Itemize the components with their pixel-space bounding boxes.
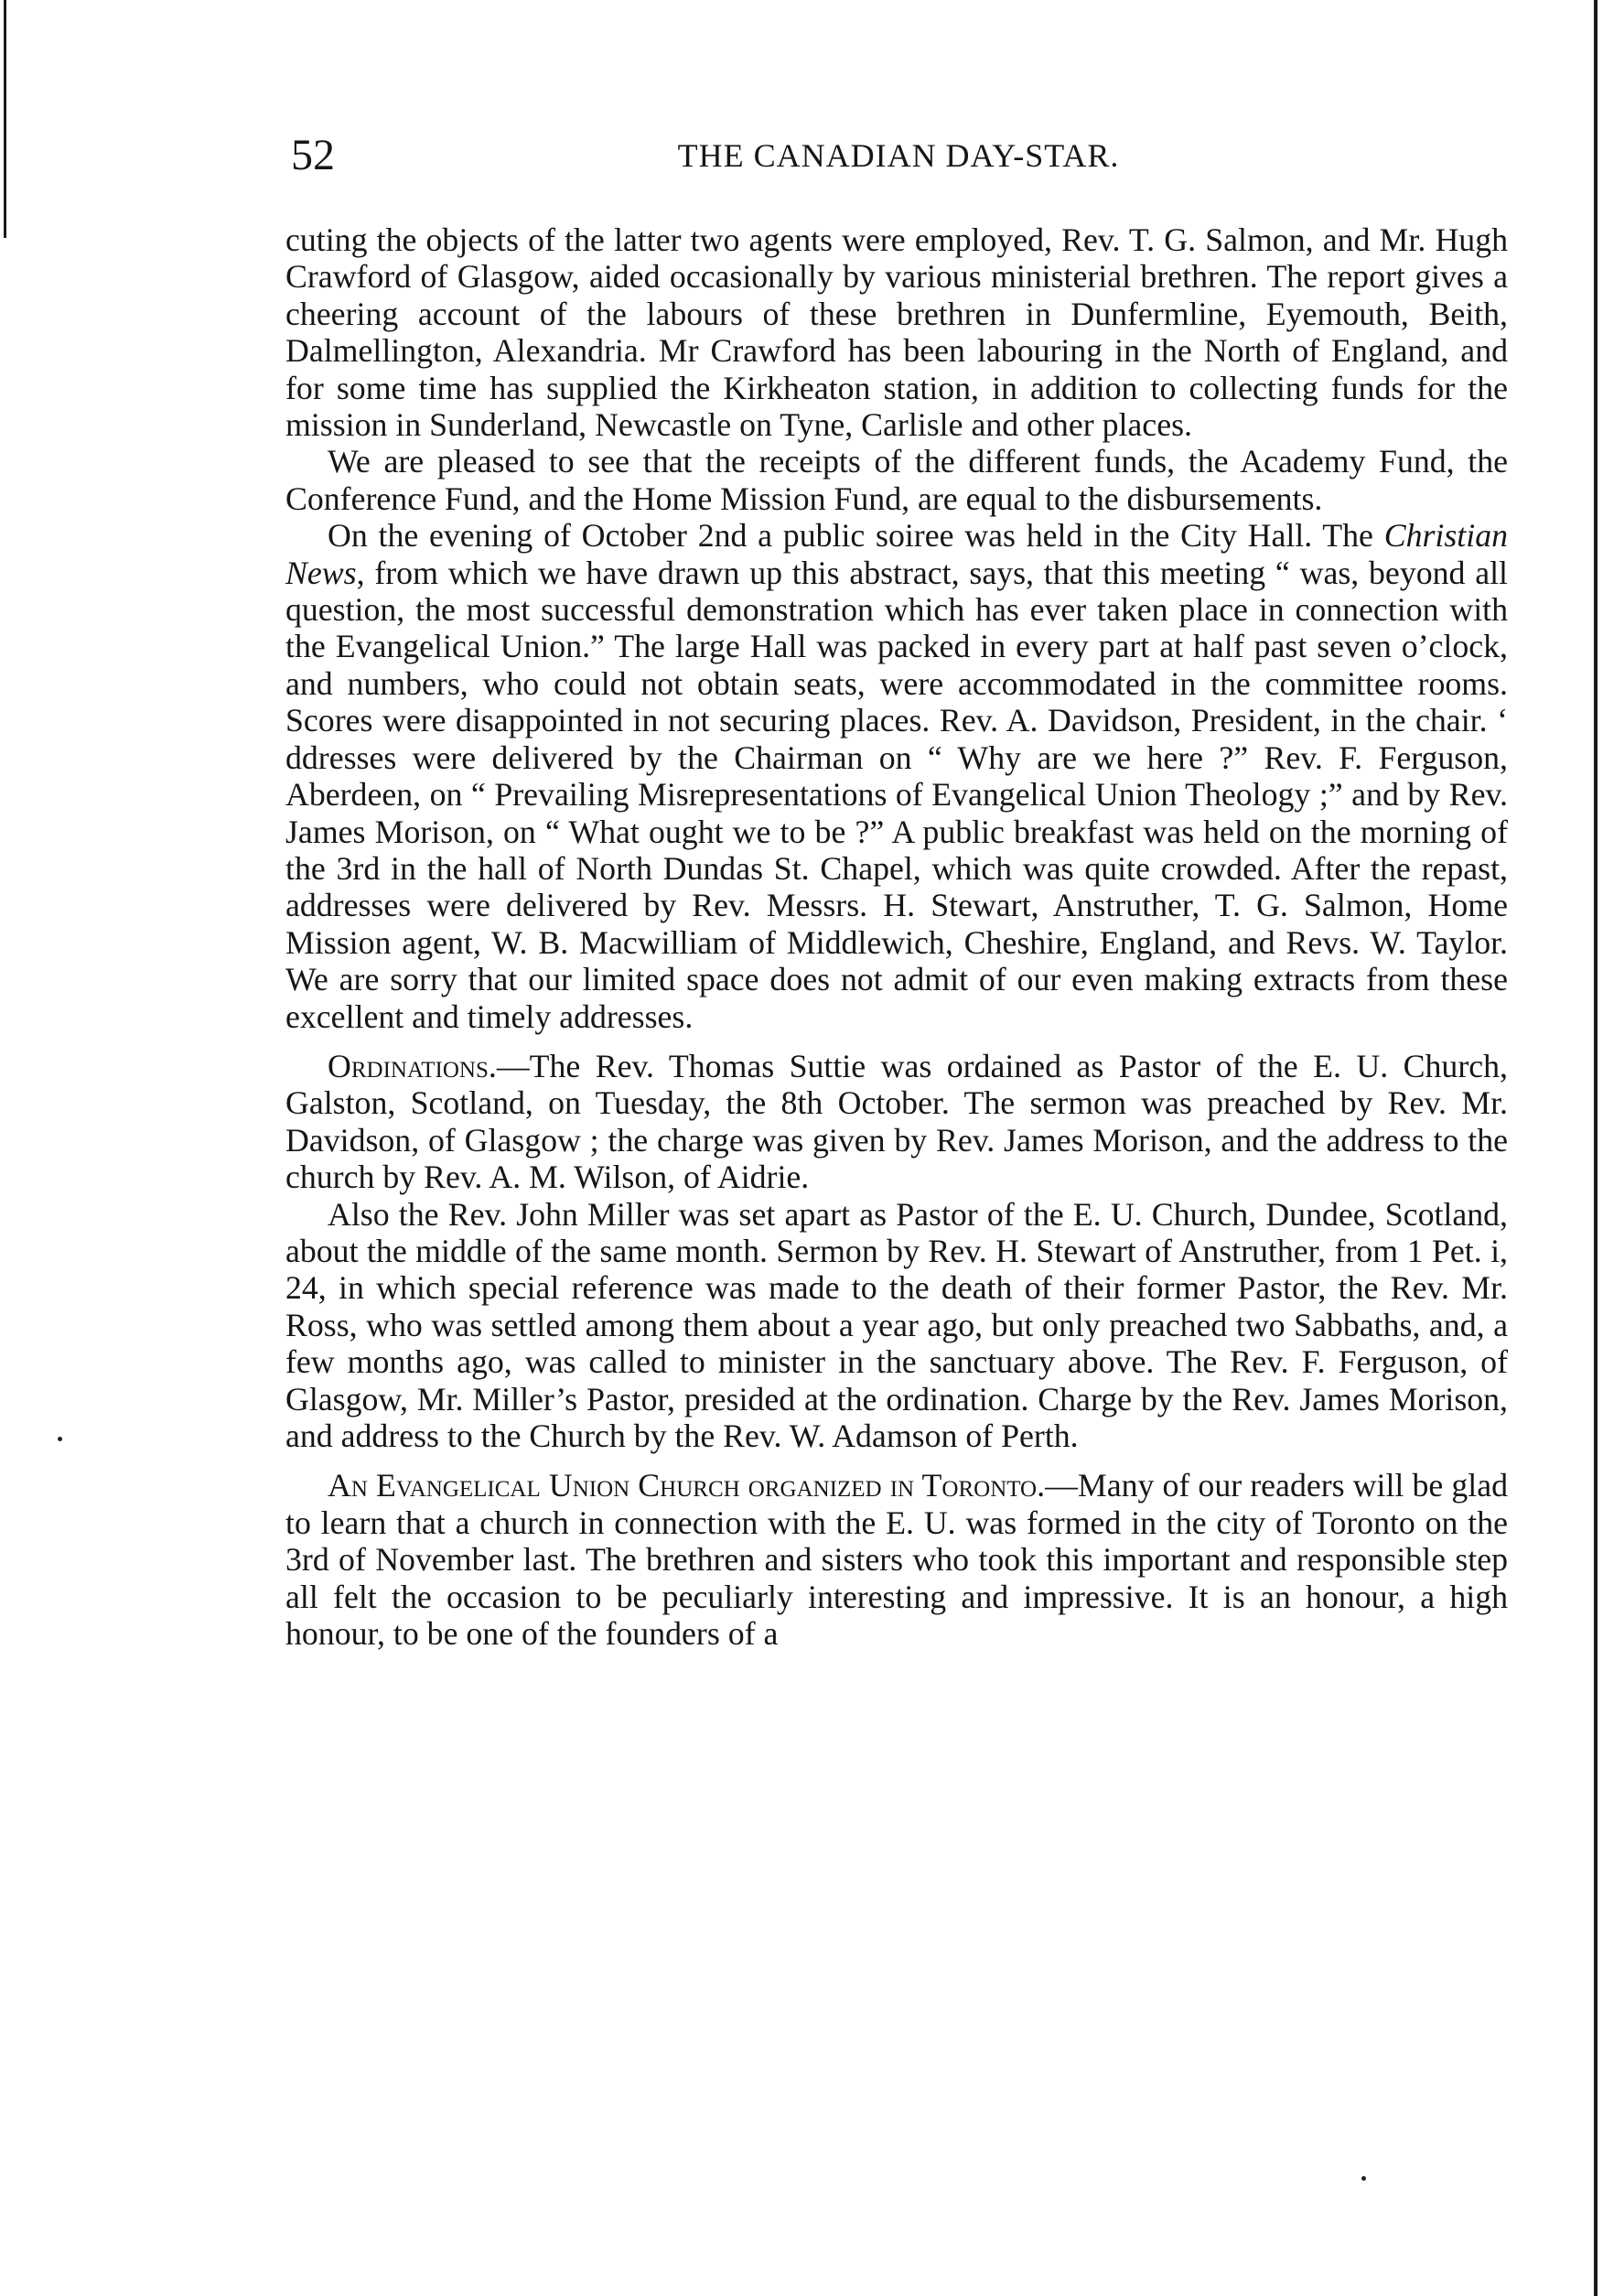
- running-title: THE CANADIAN DAY-STAR.: [677, 137, 1120, 174]
- paragraph-text: —Many of our readers will be glad to learn that a church in connection with the E. U. was formed in the city of Toronto on the 3rd of November last. The brethren and sisters who took this important and responsible step all felt the occasion to be peculiarly interesting and impressive. It is an honour, a high honour, to be one of the founders of a: [285, 1467, 1508, 1653]
- paragraph: [285, 1048, 1508, 1196]
- section-heading: An Evangelical Union Church organized in Toronto.: [328, 1467, 1046, 1504]
- paragraph: Also the Rev. John Miller was set apart as Pastor of the E. U. Church, Dundee, Scotland, about the middle of the same month. Sermon by Rev. H. Stewart of Anstruther, from 1 Pet. i, 24, in which special reference was made to the death of their former Pastor, the Rev. Mr. Ross, who was settled among them about a year ago, but only preached two Sabbaths, and, a few months ago, was called to minister in the sanctuary above. The Rev. F. Ferguson, of Glasgow, Mr. Miller’s Pastor, presided at the ordination. Charge by the Rev. James Morison, and address to the Church by the Rev. W. Adamson of Perth.: [285, 1195, 1508, 1454]
- scan-edge-right: [1594, 0, 1598, 2296]
- page-header: [291, 128, 1506, 183]
- paragraph-text: —The Rev. Thomas Suttie was ordained as Pastor of the E. U. Church, Galston, Scotland, on Tuesday, the 8th October. The sermon was preached by Rev. Mr. Davidson, of Glasgow ; the charge was given by Rev. James Morison, and the address to the church by Rev. A. M. Wilson, of Aidrie.: [285, 1047, 1508, 1196]
- scan-speck: [58, 1437, 62, 1441]
- paragraph: We are pleased to see that the receipts of the different funds, the Academy Fund, the Conference Fund, and the Home Mission Fund, are equal to the disbursements.: [285, 443, 1508, 517]
- paragraph: [285, 517, 1508, 1035]
- article-body: [285, 221, 1508, 1652]
- scan-edge-left: [4, 0, 6, 238]
- scan-speck: [1361, 2176, 1366, 2181]
- page-number: 52: [291, 131, 335, 179]
- paragraph: cuting the objects of the latter two agents were employed, Rev. T. G. Salmon, and Mr. Hugh Crawford of Glasgow, aided occasionally by various ministerial brethren. The report gives a cheering account of the labours of these brethren in Dunfermline, Eyemouth, Beith, Dalmellington, Alexandria. Mr Crawford has been labouring in the North of England, and for some time has supplied the Kirkheaton station, in addition to collecting funds for the mission in Sunderland, Newcastle on Tyne, Carlisle and other places.: [285, 221, 1508, 444]
- paragraph-text: , from which we have drawn up this abstract, says, that this meeting “ was, beyond all question, the most successful demonstration which has ever taken place in connection with the Evangelical Union.” The large Hall was packed in every part at half past seven o’clock, and numbers, who could not obtain seats, were accommodated in the committee rooms. Scores were disappointed in not securing places. Rev. A. Davidson, President, in the chair. ‘ ddresses were delivered by the Chairman on “ Why are we here ?” Rev. F. Ferguson, Aberdeen, on “ Prevailing Misrepresentations of Evangelical Union Theology ;” and by Rev. James Morison, on “ What ought we to be ?” A public breakfast was held on the morning of the 3rd in the hall of North Dundas St. Chapel, which was quite crowded. After the repast, addresses were delivered by Rev. Messrs. H. Stewart, Anstruther, T. G. Salmon, Home Mission agent, W. B. Macwilliam of Middlewich, Cheshire, England, and Revs. W. Taylor. We are sorry that our limited space does not admit of our even making extracts from these excellent and timely addresses.: [285, 554, 1508, 1035]
- paragraph: [285, 1467, 1508, 1652]
- publication-title: Christian News: [285, 517, 1508, 591]
- paragraph-text: On the evening of October 2nd a public soiree was held in the City Hall. The: [328, 517, 1384, 555]
- section-heading: Ordinations.: [328, 1047, 497, 1084]
